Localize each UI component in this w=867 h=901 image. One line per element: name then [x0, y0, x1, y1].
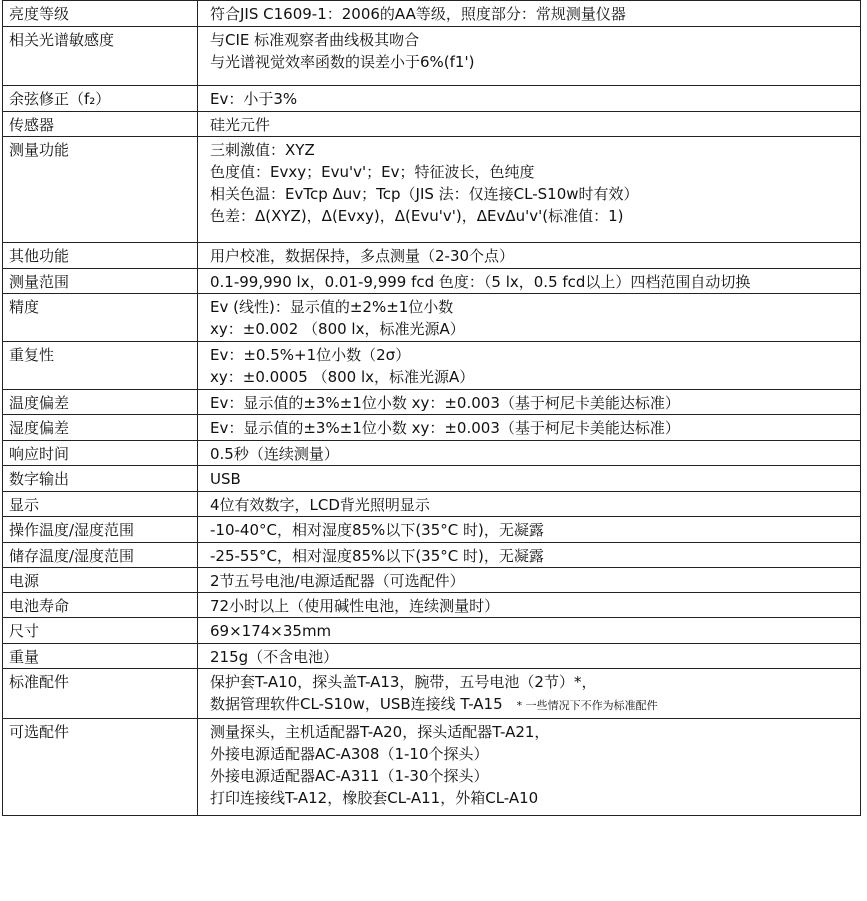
spec-label: 温度偏差	[3, 390, 198, 415]
spec-value-line: 色度值：Evxy；Evu'v'；Ev；特征波长，色纯度	[210, 163, 535, 181]
spec-value-line: Ev (线性)：显示值的±2%±1位小数	[210, 298, 454, 316]
spec-row	[3, 269, 861, 294]
spec-value	[198, 618, 861, 644]
spec-value-line: Ev：显示值的±3%±1位小数 xy：±0.003（基于柯尼卡美能达标准）	[210, 419, 680, 437]
spec-label: 其他功能	[3, 243, 198, 269]
spec-value	[198, 112, 861, 137]
spec-table-body	[3, 1, 861, 816]
spec-value-line: Ev：±0.5%+1位小数（2σ）	[210, 346, 411, 364]
spec-row	[3, 492, 861, 517]
spec-value	[198, 669, 861, 719]
spec-value	[198, 243, 861, 269]
spec-value-line: 硅光元件	[210, 116, 271, 134]
spec-label: 传感器	[3, 112, 198, 137]
spec-value-line: Ev：显示值的±3%±1位小数 xy：±0.003（基于柯尼卡美能达标准）	[210, 394, 680, 412]
spec-value-line: 与CIE 标准观察者曲线极其吻合	[210, 31, 420, 49]
spec-row	[3, 112, 861, 137]
spec-value-line: USB	[210, 470, 241, 488]
spec-label: 亮度等级	[3, 1, 198, 27]
spec-value	[198, 517, 861, 543]
spec-footnote: * 一些情况下不作为标准配件	[516, 699, 658, 712]
spec-row	[3, 415, 861, 441]
spec-value	[198, 137, 861, 243]
spec-value-line: 色差：Δ(XYZ)，Δ(Evxy)，Δ(Evu'v')，ΔEvΔu'v'(标准值：1)	[210, 207, 624, 225]
spec-value-line: -25-55°C，相对湿度85%以下(35°C 时)，无凝露	[210, 547, 544, 565]
spec-value-line: Ev：小于3%	[210, 90, 298, 108]
spec-value-line: 69×174×35mm	[210, 622, 332, 640]
spec-label: 测量功能	[3, 137, 198, 243]
spec-row	[3, 1, 861, 27]
spec-row	[3, 342, 861, 390]
spec-value-line: 打印连接线T-A12，橡胶套CL-A11，外箱CL-A10	[210, 789, 539, 807]
spec-value	[198, 27, 861, 86]
spec-value-line: 测量探头，主机适配器T-A20，探头适配器T-A21，	[210, 723, 550, 741]
spec-value	[198, 294, 861, 342]
spec-label: 可选配件	[3, 719, 198, 816]
spec-row	[3, 669, 861, 719]
spec-label: 余弦修正（f₂）	[3, 86, 198, 112]
spec-label: 尺寸	[3, 618, 198, 644]
spec-value	[198, 269, 861, 294]
spec-value	[198, 719, 861, 816]
spec-value-line: 保护套T-A10，探头盖T-A13，腕带，五号电池（2节）*，	[210, 673, 597, 691]
spec-row	[3, 441, 861, 466]
spec-label: 重量	[3, 644, 198, 669]
spec-value-line: 2节五号电池/电源适配器（可选配件）	[210, 572, 465, 590]
spec-row	[3, 243, 861, 269]
spec-value	[198, 466, 861, 492]
spec-value	[198, 1, 861, 27]
spec-value	[198, 593, 861, 618]
spec-row	[3, 390, 861, 415]
spec-value-line: 0.1-99,990 lx，0.01-9,999 fcd 色度：（5 lx，0.5 fcd以上）四档范围自动切换	[210, 273, 751, 291]
spec-value-line: 0.5秒（连续测量）	[210, 445, 339, 463]
spec-value	[198, 390, 861, 415]
spec-value-line: 三刺激值：XYZ	[210, 141, 315, 159]
spec-label: 电源	[3, 568, 198, 593]
spec-value-line-with-note	[210, 693, 860, 717]
spec-label: 测量范围	[3, 269, 198, 294]
spec-label: 标准配件	[3, 669, 198, 719]
spec-label: 显示	[3, 492, 198, 517]
spec-row	[3, 618, 861, 644]
spec-value-line: 4位有效数字，LCD背光照明显示	[210, 496, 430, 514]
spec-value-line: 215g（不含电池）	[210, 648, 339, 666]
spec-label: 电池寿命	[3, 593, 198, 618]
spec-value	[198, 86, 861, 112]
spec-label: 响应时间	[3, 441, 198, 466]
spec-row	[3, 517, 861, 543]
spec-label: 重复性	[3, 342, 198, 390]
spec-value-line: 外接电源适配器AC-A308（1-10个探头）	[210, 745, 489, 763]
spec-label: 数字输出	[3, 466, 198, 492]
spec-value-line: 数据管理软件CL-S10w，USB连接线 T-A15	[210, 695, 503, 713]
spec-label: 操作温度/湿度范围	[3, 517, 198, 543]
spec-label: 精度	[3, 294, 198, 342]
spec-value	[198, 342, 861, 390]
spec-value-line: 相关色温：EvTcp Δuv；Tcp（JIS 法：仅连接CL-S10w时有效）	[210, 185, 639, 203]
spec-label: 湿度偏差	[3, 415, 198, 441]
spec-row	[3, 27, 861, 86]
spec-value-line: -10-40°C，相对湿度85%以下(35°C 时)，无凝露	[210, 521, 544, 539]
spec-value-line: 用户校准，数据保持，多点测量（2-30个点）	[210, 247, 515, 265]
spec-row	[3, 294, 861, 342]
spec-value	[198, 644, 861, 669]
spec-value-line: 与光谱视觉效率函数的误差小于6%(f1')	[210, 53, 475, 71]
spec-row	[3, 719, 861, 816]
spec-value-line: 符合JIS C1609-1：2006的AA等级，照度部分：常规测量仪器	[210, 5, 626, 23]
spec-label: 相关光谱敏感度	[3, 27, 198, 86]
spec-row	[3, 466, 861, 492]
spec-value	[198, 543, 861, 568]
spec-row	[3, 568, 861, 593]
spec-value	[198, 441, 861, 466]
spec-row	[3, 137, 861, 243]
spec-value	[198, 568, 861, 593]
spec-value-line: 72小时以上（使用碱性电池，连续测量时）	[210, 597, 500, 615]
spec-row	[3, 543, 861, 568]
spec-row	[3, 593, 861, 618]
spec-value	[198, 492, 861, 517]
spec-label: 储存温度/湿度范围	[3, 543, 198, 568]
spec-value-line: 外接电源适配器AC-A311（1-30个探头）	[210, 767, 489, 785]
spec-value-line: xy：±0.002 （800 lx，标准光源A）	[210, 320, 465, 338]
spec-value	[198, 415, 861, 441]
spec-row	[3, 86, 861, 112]
spec-value-line: xy：±0.0005 （800 lx，标准光源A）	[210, 368, 475, 386]
spec-row	[3, 644, 861, 669]
spec-table	[2, 0, 861, 816]
